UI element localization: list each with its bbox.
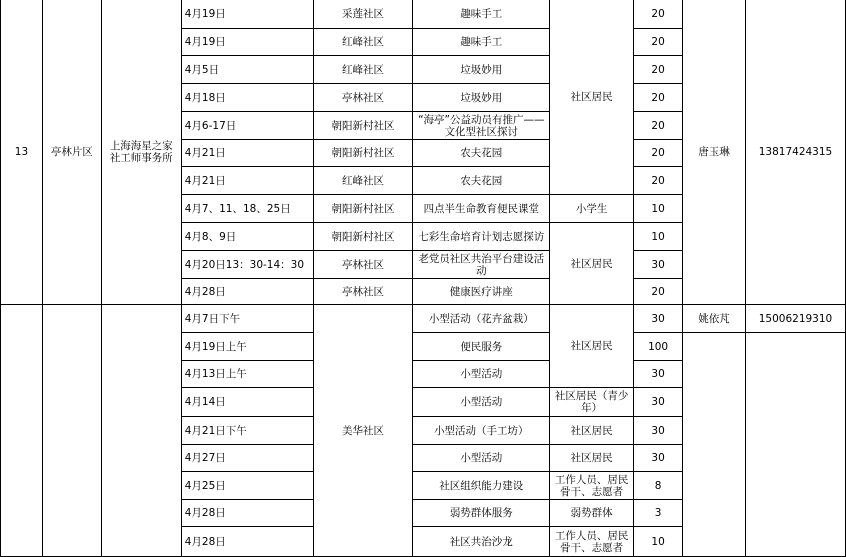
community-cell: 亭林社区	[313, 251, 413, 279]
activity-cell: 趣味手工	[413, 29, 550, 56]
community-cell: 红峰社区	[313, 29, 413, 56]
count-cell: 30	[634, 305, 683, 333]
date-cell: 4月19日上午	[181, 333, 313, 361]
count-cell: 20	[634, 167, 683, 195]
activity-cell: 农夫花园	[413, 167, 550, 195]
date-cell: 4月28日	[181, 500, 313, 527]
activity-cell: 社区共治沙龙	[413, 527, 550, 557]
contact-person-cell: 姚依芃	[683, 305, 746, 333]
contact-empty	[683, 333, 746, 557]
community-cell: 采莲社区	[313, 0, 413, 29]
count-cell: 100	[634, 333, 683, 361]
activity-cell: 社区组织能力建设	[413, 472, 550, 500]
target-cell: 社区居民（青少年）	[550, 388, 634, 417]
community-cell: 朝阳新村社区	[313, 223, 413, 251]
date-cell: 4月5日	[181, 56, 313, 84]
count-cell: 3	[634, 500, 683, 527]
target-cell: 社区居民	[550, 305, 634, 388]
target-cell: 社区居民	[550, 417, 634, 445]
date-cell: 4月6-17日	[181, 112, 313, 140]
community-cell: 红峰社区	[313, 167, 413, 195]
date-cell: 4月7、11、18、25日	[181, 195, 313, 223]
activity-cell: 垃圾妙用	[413, 84, 550, 112]
count-cell: 10	[634, 223, 683, 251]
count-cell: 20	[634, 56, 683, 84]
count-cell: 10	[634, 527, 683, 557]
date-cell: 4月28日	[181, 279, 313, 305]
count-cell: 20	[634, 279, 683, 305]
count-cell: 20	[634, 29, 683, 56]
count-cell: 10	[634, 195, 683, 223]
date-cell: 4月13日上午	[181, 361, 313, 388]
activity-cell: 小型活动	[413, 361, 550, 388]
date-cell: 4月20日13：30-14：30	[181, 251, 313, 279]
organization-cell: 上海海星之家社工师事务所	[101, 0, 181, 305]
count-cell: 30	[634, 361, 683, 388]
activity-cell: 健康医疗讲座	[413, 279, 550, 305]
activity-cell: 小型活动（手工坊）	[413, 417, 550, 445]
target-cell: 社区居民	[550, 223, 634, 305]
activity-cell: 小型活动（花卉盆栽）	[413, 305, 550, 333]
contact-person-cell: 唐玉琳	[683, 0, 746, 305]
date-cell: 4月14日	[181, 388, 313, 417]
date-cell: 4月21日下午	[181, 417, 313, 445]
community-cell: 红峰社区	[313, 56, 413, 84]
date-cell: 4月21日	[181, 140, 313, 167]
activity-cell: 小型活动	[413, 445, 550, 472]
row-number-empty	[1, 305, 43, 557]
count-cell: 30	[634, 417, 683, 445]
activity-cell: 小型活动	[413, 388, 550, 417]
target-cell: 弱势群体	[550, 500, 634, 527]
count-cell: 30	[634, 388, 683, 417]
count-cell: 30	[634, 445, 683, 472]
activity-cell: 弱势群体服务	[413, 500, 550, 527]
count-cell: 20	[634, 140, 683, 167]
activity-cell: 老党员社区共治平台建设活动	[413, 251, 550, 279]
date-cell: 4月25日	[181, 472, 313, 500]
date-cell: 4月27日	[181, 445, 313, 472]
district-cell: 亭林片区	[42, 0, 101, 305]
target-cell: 工作人员、居民骨干、志愿者	[550, 527, 634, 557]
target-cell: 社区居民	[550, 445, 634, 472]
date-cell: 4月28日	[181, 527, 313, 557]
community-cell: 美华社区	[313, 305, 413, 557]
row-number: 13	[1, 0, 43, 305]
count-cell: 20	[634, 0, 683, 29]
community-cell: 亭林社区	[313, 84, 413, 112]
count-cell: 30	[634, 251, 683, 279]
activity-cell: 四点半生命教育便民课堂	[413, 195, 550, 223]
target-cell: 社区居民	[550, 0, 634, 195]
date-cell: 4月21日	[181, 167, 313, 195]
date-cell: 4月8、9日	[181, 223, 313, 251]
activity-cell: 便民服务	[413, 333, 550, 361]
date-cell: 4月18日	[181, 84, 313, 112]
count-cell: 8	[634, 472, 683, 500]
date-cell: 4月19日	[181, 0, 313, 29]
community-cell: 朝阳新村社区	[313, 112, 413, 140]
activity-cell: 垃圾妙用	[413, 56, 550, 84]
community-cell: 亭林社区	[313, 279, 413, 305]
district-empty	[42, 305, 101, 557]
count-cell: 20	[634, 84, 683, 112]
activity-cell: “海亭”公益动员有推广——文化型社区探讨	[413, 112, 550, 140]
organization-empty	[101, 305, 181, 557]
community-cell: 朝阳新村社区	[313, 195, 413, 223]
activity-cell: 趣味手工	[413, 0, 550, 29]
phone-empty	[745, 333, 845, 557]
phone-cell: 15006219310	[745, 305, 845, 333]
phone-cell: 13817424315	[745, 0, 845, 305]
activity-cell: 农夫花园	[413, 140, 550, 167]
date-cell: 4月19日	[181, 29, 313, 56]
target-cell: 工作人员、居民骨干、志愿者	[550, 472, 634, 500]
community-cell: 朝阳新村社区	[313, 140, 413, 167]
activity-cell: 七彩生命培育计划志愿探访	[413, 223, 550, 251]
target-cell: 小学生	[550, 195, 634, 223]
count-cell: 20	[634, 112, 683, 140]
date-cell: 4月7日下午	[181, 305, 313, 333]
